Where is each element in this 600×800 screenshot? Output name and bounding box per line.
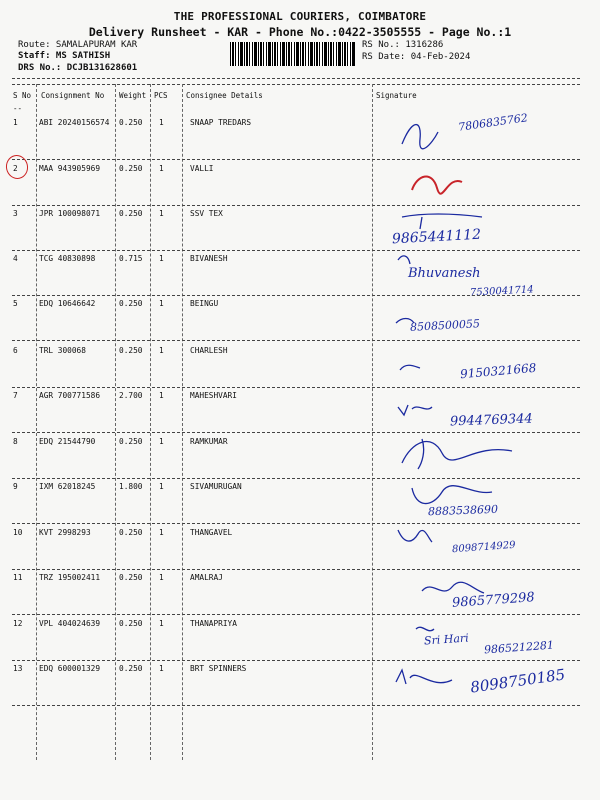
- row-sno: 1: [13, 118, 18, 127]
- consignee-name: THANGAVEL: [190, 528, 233, 537]
- row-sno: 12: [13, 619, 23, 628]
- weight-value: 0.250: [119, 346, 143, 355]
- signature-scribble: [392, 524, 572, 566]
- col-header-weight: Weight: [119, 91, 147, 100]
- row-sno: 9: [13, 482, 18, 491]
- handwritten-signature-number: 8098714929: [451, 539, 516, 556]
- handwritten-signature-number: 9944769344: [449, 411, 533, 430]
- drs-number: DRS No.: DCJB131628601: [18, 63, 138, 73]
- handwritten-signature-number: 9150321668: [459, 360, 537, 382]
- handwritten-signature-number: 9865212281: [483, 638, 555, 657]
- pcs-count: 1: [159, 391, 164, 400]
- weight-value: 0.250: [119, 164, 143, 173]
- col-header-consignee: Consignee Details: [186, 91, 263, 100]
- col-header-sno: S No: [13, 91, 32, 100]
- consignee-name: BEINGU: [190, 299, 219, 308]
- consignment-number: EDQ 600001329: [39, 664, 101, 673]
- table-row: [0, 346, 600, 388]
- pcs-count: 1: [159, 664, 164, 673]
- signature-scribble: [392, 433, 572, 475]
- consignee-name: MAHESHVARI: [190, 391, 237, 400]
- table-row: [0, 482, 600, 524]
- pcs-count: 1: [159, 254, 164, 263]
- pcs-count: 1: [159, 619, 164, 628]
- weight-value: 0.250: [119, 528, 143, 537]
- weight-value: 0.250: [119, 619, 143, 628]
- table-row: [0, 299, 600, 341]
- pcs-count: 1: [159, 346, 164, 355]
- consignment-number: AGR 700771586: [39, 391, 101, 400]
- row-divider: [12, 705, 580, 706]
- consignee-name: SSV TEX: [190, 209, 223, 218]
- table-row: [0, 437, 600, 479]
- weight-value: 0.250: [119, 118, 143, 127]
- row-divider: [12, 340, 580, 341]
- row-sno: 7: [13, 391, 18, 400]
- signature-scribble: [392, 569, 572, 611]
- consignment-number: TRL 300068: [39, 346, 86, 355]
- handwritten-signature-number: 8098750185: [469, 665, 567, 697]
- consignee-name: VALLI: [190, 164, 214, 173]
- signature-scribble: [392, 342, 572, 384]
- signature-scribble: [392, 387, 572, 429]
- handwritten-signature-number: 9865441112: [391, 226, 482, 248]
- consignee-name: RAMKUMAR: [190, 437, 228, 446]
- table-row: [0, 391, 600, 433]
- signature-scribble: [392, 160, 572, 202]
- signature-scribble: [392, 114, 572, 156]
- signature-scribble: [392, 615, 572, 657]
- weight-value: 0.250: [119, 664, 143, 673]
- weight-value: 2.700: [119, 391, 143, 400]
- table-row: [0, 573, 600, 615]
- pcs-count: 1: [159, 482, 164, 491]
- pcs-count: 1: [159, 528, 164, 537]
- signature-scribble: [392, 660, 572, 702]
- consignment-number: TCG 40830898: [39, 254, 96, 263]
- staff-label: Staff: MS SATHISH: [18, 51, 111, 61]
- signature-scribble: [392, 478, 572, 520]
- handwritten-signature-name: Sri Hari: [423, 631, 470, 648]
- rs-number: RS No.: 1316286: [362, 40, 444, 50]
- company-title: THE PROFESSIONAL COURIERS, COIMBATORE: [173, 10, 427, 23]
- weight-value: 0.250: [119, 573, 143, 582]
- signature-scribble: [392, 250, 572, 292]
- row-sno: 2: [13, 164, 18, 173]
- handwritten-signature-name: Bhuvanesh: [408, 266, 481, 281]
- row-sno: 10: [13, 528, 23, 537]
- consignee-name: THANAPRIYA: [190, 619, 237, 628]
- route-label: Route: SAMALAPURAM KAR: [18, 40, 138, 50]
- consignee-name: BIVANESH: [190, 254, 228, 263]
- consignment-number: EDQ 10646642: [39, 299, 96, 308]
- signature-scribble: [392, 295, 572, 337]
- signature-scribble: [392, 205, 572, 247]
- handwritten-signature-number: 8883538690: [427, 502, 499, 519]
- divider: [12, 78, 580, 79]
- row-sno: 8: [13, 437, 18, 446]
- consignee-name: CHARLESH: [190, 346, 228, 355]
- pcs-count: 1: [159, 437, 164, 446]
- consignee-name: SIVAMURUGAN: [190, 482, 242, 491]
- consignment-number: JPR 100098071: [39, 209, 101, 218]
- handwritten-signature-number: 8508500055: [409, 317, 481, 334]
- weight-value: 0.250: [119, 299, 143, 308]
- row-sno: 6: [13, 346, 18, 355]
- weight-value: 0.250: [119, 437, 143, 446]
- barcode-image: [230, 42, 355, 66]
- table-row: [0, 209, 600, 251]
- col-header-pcs: PCS: [154, 91, 168, 100]
- pcs-count: 1: [159, 118, 164, 127]
- row-sno: 3: [13, 209, 18, 218]
- consignee-name: BRT SPINNERS: [190, 664, 247, 673]
- row-sno: 11: [13, 573, 23, 582]
- weight-value: 0.250: [119, 209, 143, 218]
- runsheet-subtitle: Delivery Runsheet - KAR - Phone No.:0422-3505555 - Page No.:1: [88, 25, 512, 39]
- consignment-number: IXM 62018245: [39, 482, 96, 491]
- pcs-count: 1: [159, 573, 164, 582]
- consignment-number: MAA 943905969: [39, 164, 101, 173]
- consignment-number: ABI 20240156574: [39, 118, 110, 127]
- rs-date: RS Date: 04-Feb-2024: [362, 52, 471, 62]
- pcs-count: 1: [159, 209, 164, 218]
- weight-value: 0.715: [119, 254, 143, 263]
- consignee-name: AMALRAJ: [190, 573, 223, 582]
- col-header-consignment: Consignment No: [41, 91, 105, 100]
- table-row: [0, 254, 600, 299]
- pcs-count: 1: [159, 299, 164, 308]
- consignment-number: KVT 2998293: [39, 528, 91, 537]
- table-row: [0, 619, 600, 661]
- pcs-count: 1: [159, 164, 164, 173]
- weight-value: 1.800: [119, 482, 143, 491]
- row-sno: 5: [13, 299, 18, 308]
- consignment-number: TRZ 195002411: [39, 573, 101, 582]
- col-header-signature: Signature: [376, 91, 417, 100]
- consignee-name: SNAAP TREDARS: [190, 118, 252, 127]
- consignment-number: EDQ 21544790: [39, 437, 96, 446]
- handwritten-signature-number: 7806835762: [457, 111, 529, 134]
- row-sno: 4: [13, 254, 18, 263]
- table-row: [0, 664, 600, 706]
- table-row: [0, 164, 600, 206]
- consignment-number: VPL 404024639: [39, 619, 101, 628]
- divider: [12, 84, 580, 85]
- table-row: [0, 528, 600, 570]
- row-sno: 13: [13, 664, 23, 673]
- handwritten-signature-number: 9865779298: [451, 590, 536, 611]
- col-header-sno-dashes: --: [13, 104, 23, 113]
- handwritten-signature-number: 7530041714: [469, 284, 534, 299]
- table-row: [0, 111, 600, 160]
